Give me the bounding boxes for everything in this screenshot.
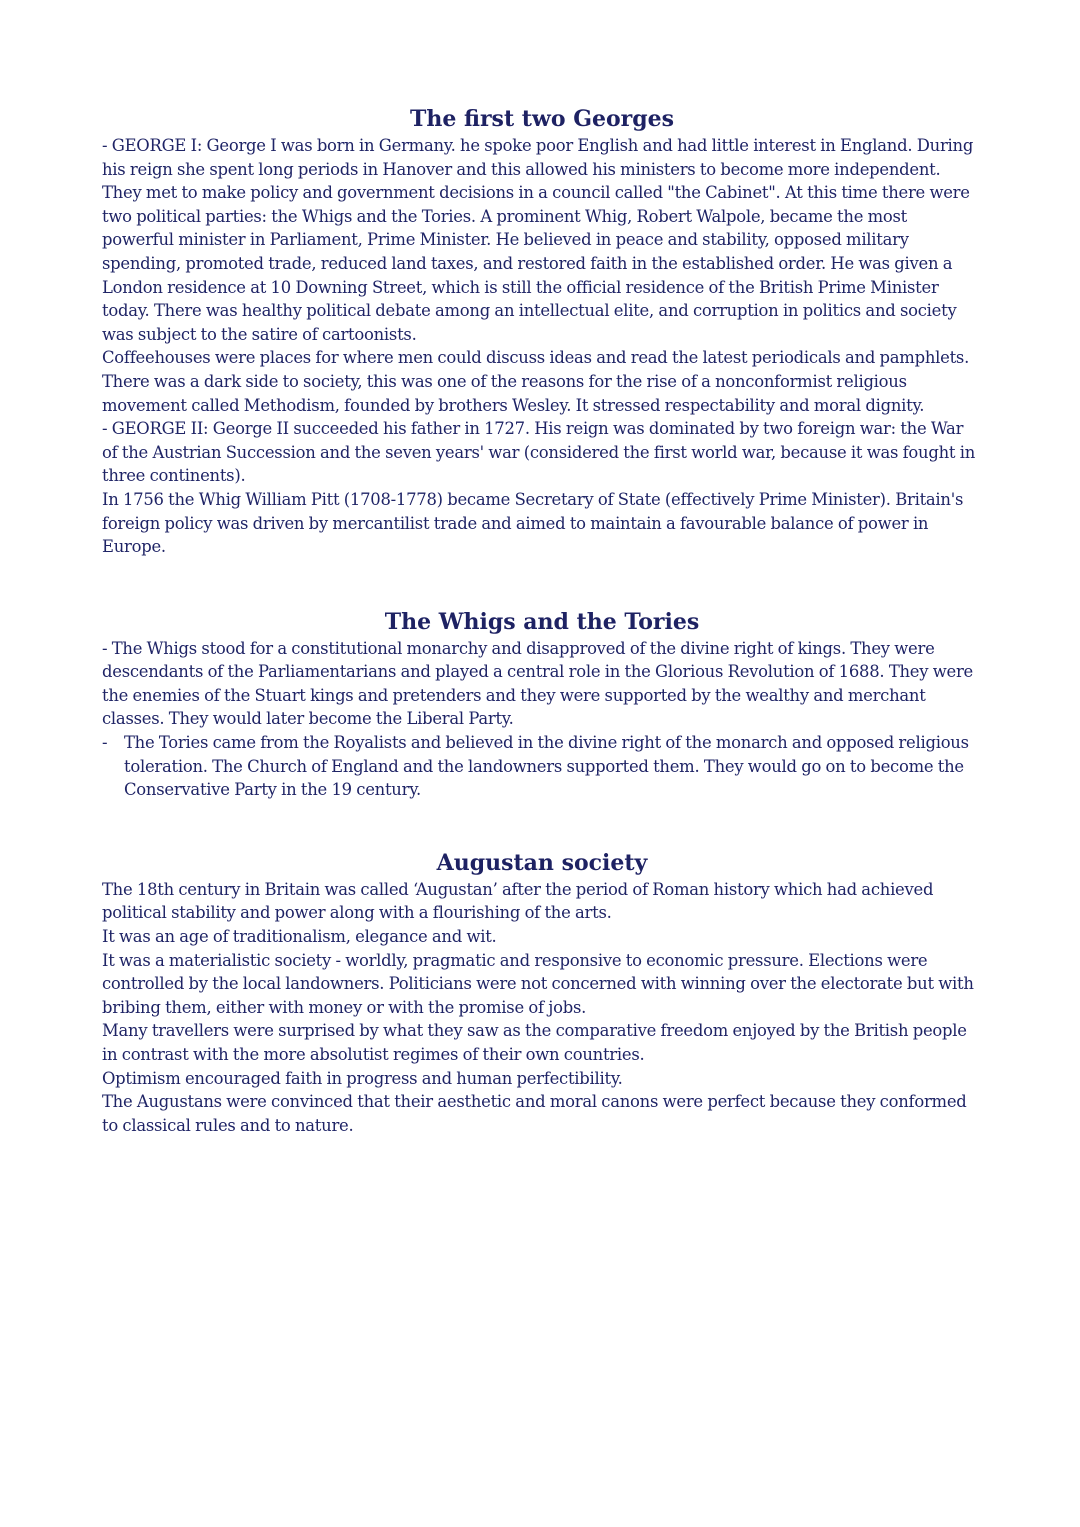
paragraph-travellers: Many travellers were surprised by what they saw as the comparative freedom enjoyed by the British people in contrast with the more absolutist regimes of their own countries.: [102, 1021, 967, 1064]
bullet-dash: -: [102, 733, 108, 753]
paragraph-pitt: In 1756 the Whig William Pitt (1708-1778) became Secretary of State (effectively Prime Minister). Britain's foreign policy was driven by mercantilist trade and aimed to maintain a favourable balance of power in Europe.: [102, 489, 964, 557]
section-title-augustan: Augustan society: [436, 849, 648, 876]
paragraph-whigs: - The Whigs stood for a constitutional monarchy and disapproved of the divine right of kings. They were descendants of the Parliamentarians and played a central role in the Glorious Revolution of 1688. They were the enemies of the Stuart kings and pretenders and they were supported by the wealthy and merchant classes. They would later become the Liberal Party.: [102, 638, 973, 729]
section-title-georges: The first two Georges: [409, 106, 675, 132]
bullet-tories-text: The Tories came from the Royalists and believed in the divine right of the monarch and opposed religious toleration. The Church of England and the landowners supported them. They would go on to become the Conservative Party in the 19 century.: [124, 733, 969, 800]
paragraph-optimism: Optimism encouraged faith in progress and human perfectibility.: [102, 1068, 623, 1088]
bullet-tories: [102, 731, 982, 802]
paragraph-george-i: - GEORGE I: George I was born in Germany. he spoke poor English and had little interest in England. During his reign she spent long periods in Hanover and this allowed his ministers to become more independent. They met to make policy and government decisions in a council called "the Cabinet". At this time there were two political parties: the Whigs and the Tories. A prominent Whig, Robert Walpole, became the most powerful minister in Parliament, Prime Minister. He believed in peace and stability, opposed military spending, promoted trade, reduced land taxes, and restored faith in the established order. He was given a London residence at 10 Downing Street, which is still the official residence of the British Prime Minister today. There was healthy political debate among an intellectual elite, and corruption in politics and society was subject to the satire of cartoonists.: [102, 136, 974, 344]
paragraph-augustan-intro: The 18th century in Britain was called ‘Augustan’ after the period of Roman history which had achieved political stability and power along with a flourishing of the arts.: [102, 879, 934, 923]
document-page: [102, 104, 982, 1137]
section-spacer: [102, 559, 982, 607]
section-title-whigs-tories: The Whigs and the Tories: [384, 608, 700, 635]
paragraph-coffeehouses: Coffeehouses were places for where men could discuss ideas and read the latest periodicals and pamphlets. There was a dark side to society, this was one of the reasons for the rise of a nonconformist religious movement called Methodism, founded by brothers Wesley. It stressed respectability and moral dignity.: [102, 348, 970, 415]
paragraph-george-ii: - GEORGE II: George II succeeded his father in 1727. His reign was dominated by two foreign war: the War of the Austrian Succession and the seven years' war (considered the first world war, because it was fought in three continents).: [102, 419, 975, 486]
paragraph-traditionalism: It was an age of traditionalism, elegance and wit.: [102, 927, 497, 947]
paragraph-canons: The Augustans were convinced that their aesthetic and moral canons were perfect because they conformed to classical rules and to nature.: [102, 1092, 967, 1135]
section-spacer: [102, 802, 982, 848]
paragraph-materialistic: It was a materialistic society - worldly, pragmatic and responsive to economic pressure. Elections were controlled by the local landowners. Politicians were not concerned with winning over the electorate but with bribing them, either with money or with the promise of jobs.: [102, 950, 974, 1017]
